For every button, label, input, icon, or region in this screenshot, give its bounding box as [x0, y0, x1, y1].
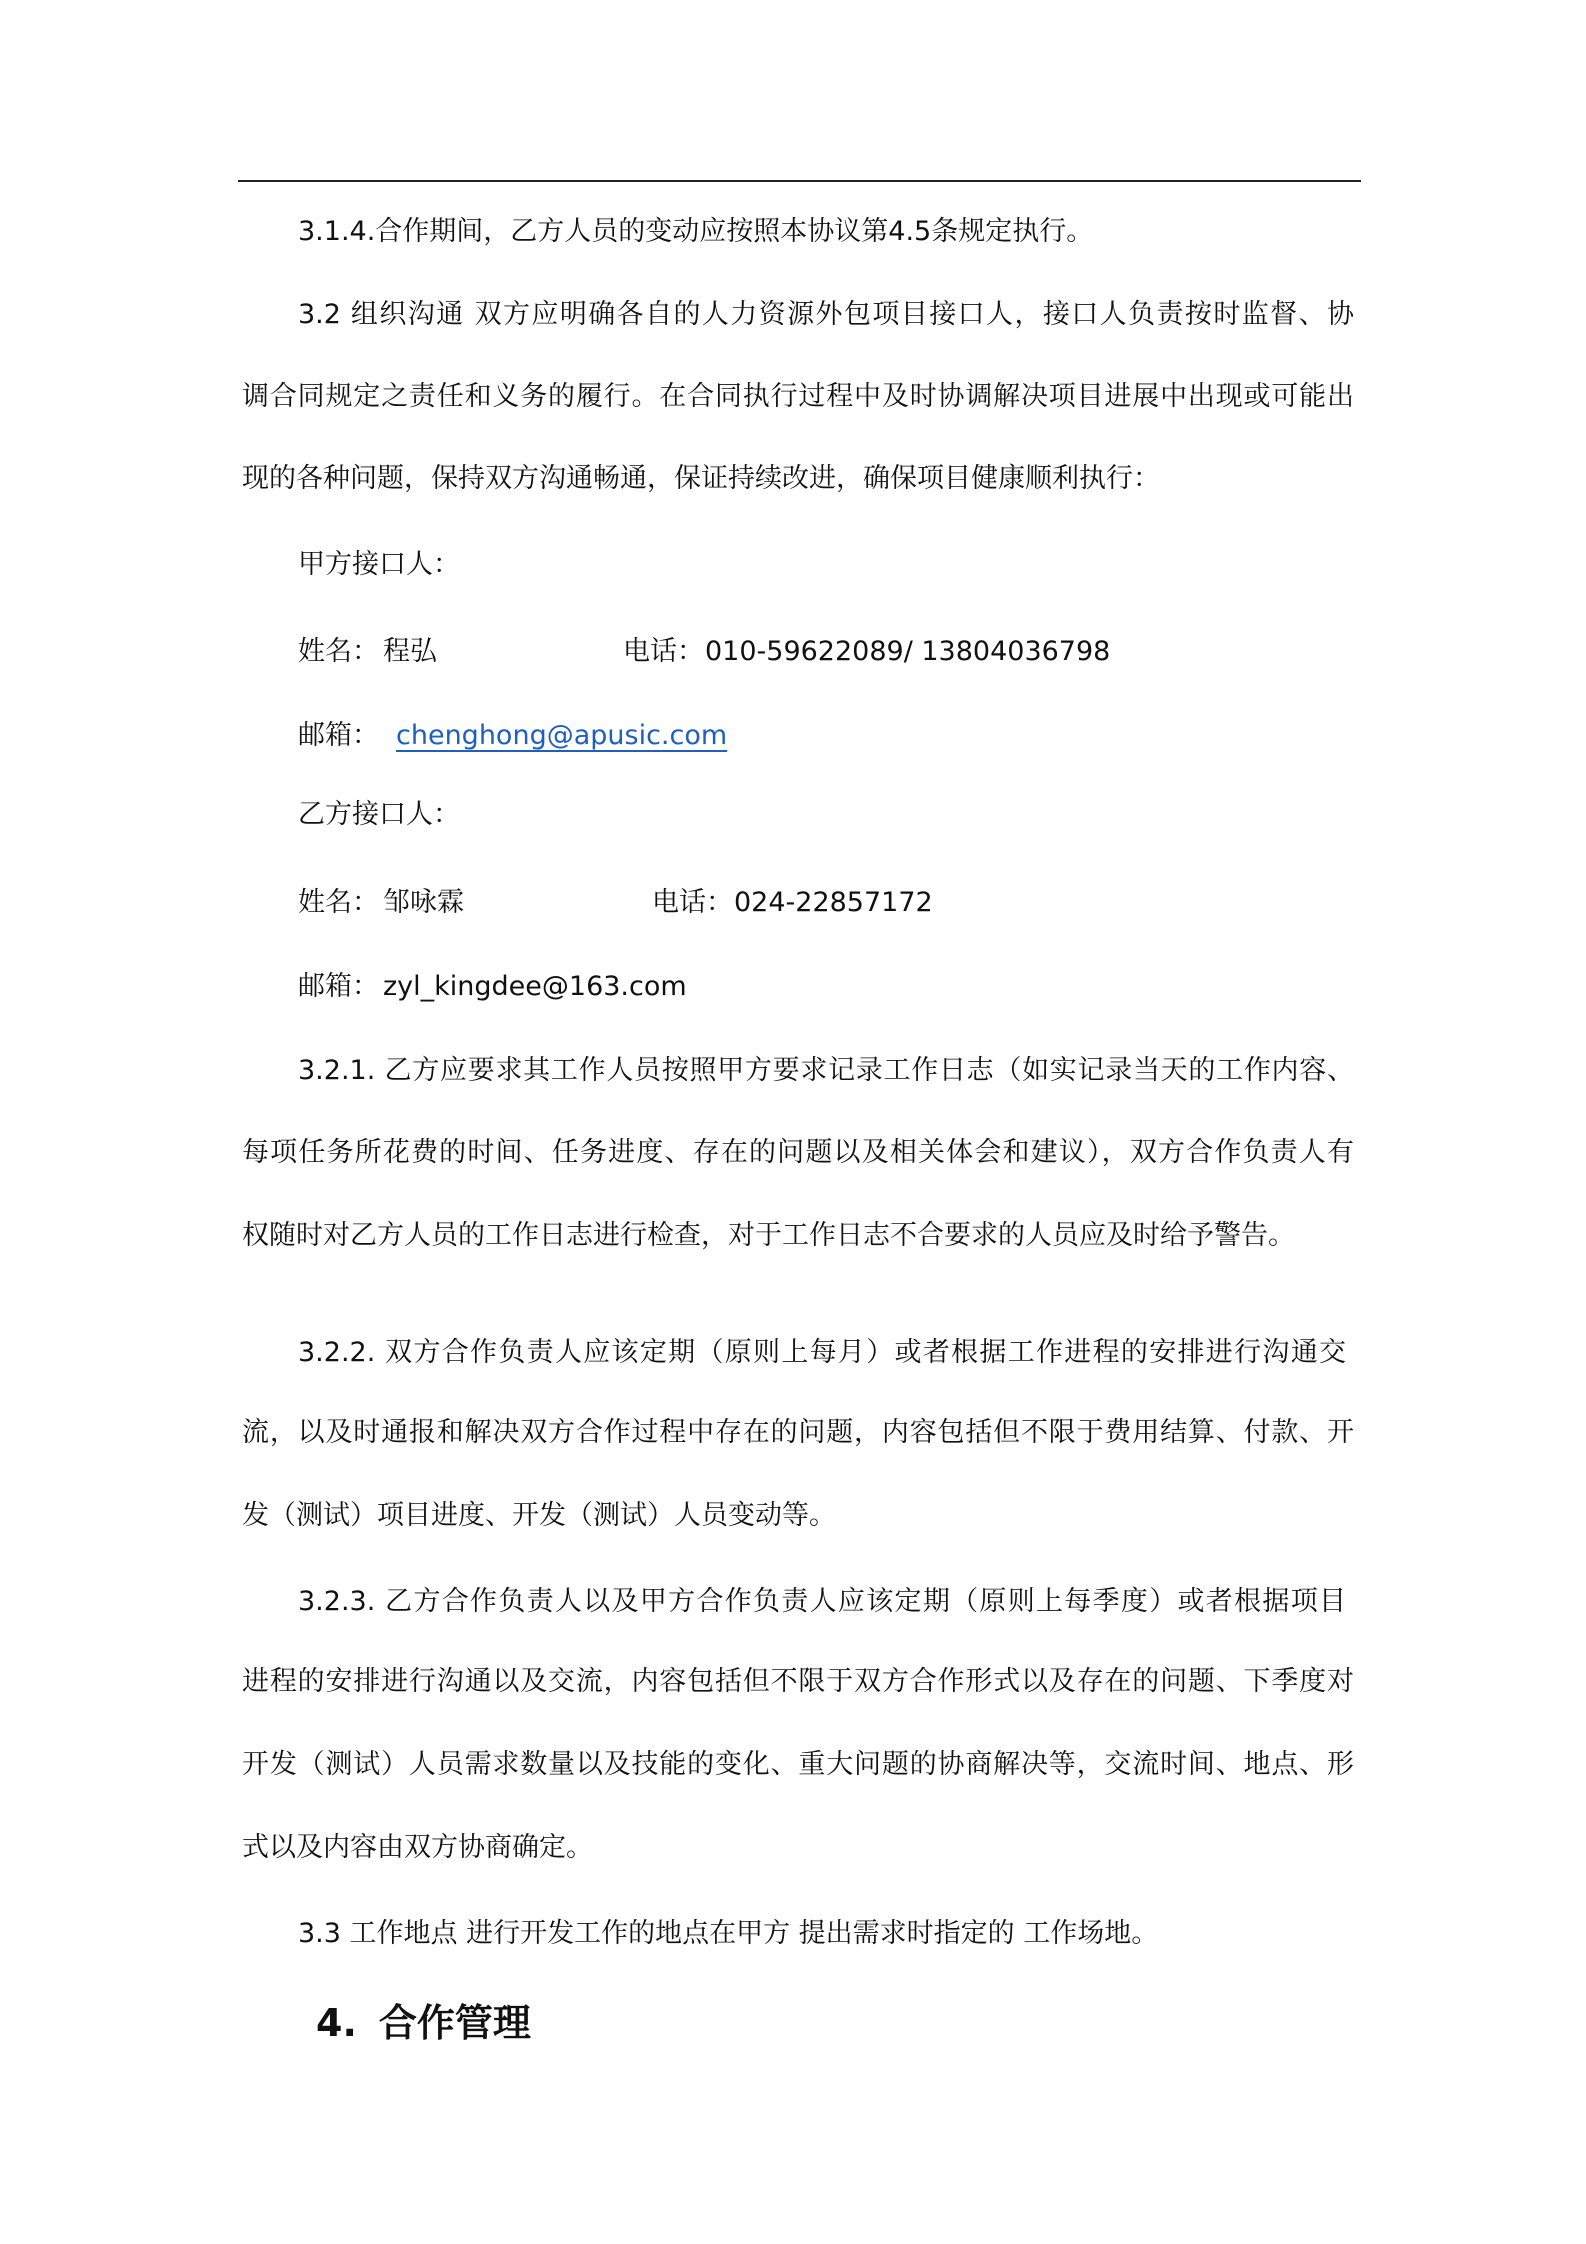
party-a-name: 程弘 [383, 636, 437, 667]
clause-3-2-2-line-2: 流，以及时通报和解决双方合作过程中存在的问题，内容包括但不限于费用结算、付款、开 [242, 1417, 1354, 1448]
clause-3-2-3-line-1: 3.2.3. 乙方合作负责人以及甲方合作负责人应该定期（原则上每季度）或者根据项目 [298, 1586, 1346, 1617]
party-a-phone: 010-59622089/ 13804036798 [705, 636, 1111, 667]
clause-3-2-line-3: 现的各种问题，保持双方沟通畅通，保证持续改进，确保项目健康顺利执行： [242, 463, 1160, 494]
party-b-email: zyl_kingdee@163.com [383, 971, 687, 1002]
clause-3-1-4: 3.1.4.合作期间，乙方人员的变动应按照本协议第4.5条规定执行。 [298, 216, 1094, 247]
clause-3-2-3-line-4: 式以及内容由双方协商确定。 [242, 1832, 593, 1863]
party-b-phone: 024-22857172 [734, 887, 933, 918]
party-b-email-label: 邮箱： [298, 971, 379, 1002]
clause-3-2-line-2: 调合同规定之责任和义务的履行。在合同执行过程中及时协调解决项目进展中出现或可能出 [242, 381, 1354, 412]
party-b-heading: 乙方接口人： [298, 799, 460, 830]
clause-3-2-1-line-2: 每项任务所花费的时间、任务进度、存在的问题以及相关体会和建议），双方合作负责人有 [242, 1137, 1354, 1168]
party-b-name: 邹咏霖 [383, 887, 464, 918]
section-4-heading [316, 1998, 531, 2048]
party-a-email-label: 邮箱： [298, 720, 379, 751]
clause-3-2-line-1: 3.2 组织沟通 双方应明确各自的人力资源外包项目接口人，接口人负责按时监督、协 [298, 299, 1354, 330]
section-4-title: 合作管理 [378, 2001, 531, 2045]
header-rule [238, 180, 1361, 182]
clause-3-2-1-line-1: 3.2.1. 乙方应要求其工作人员按照甲方要求记录工作日志（如实记录当天的工作内容、 [298, 1055, 1354, 1086]
clause-3-2-1-line-3: 权随时对乙方人员的工作日志进行检查，对于工作日志不合要求的人员应及时给予警告。 [242, 1220, 1295, 1251]
party-a-name-label: 姓名： [298, 636, 379, 667]
clause-3-2-2-line-1: 3.2.2. 双方合作负责人应该定期（原则上每月）或者根据工作进程的安排进行沟通交 [298, 1337, 1346, 1368]
party-b-name-label: 姓名： [298, 887, 379, 918]
party-a-phone-label: 电话： [623, 636, 704, 667]
party-b-phone-label: 电话： [652, 887, 733, 918]
party-a-email-link[interactable]: chenghong@apusic.com [396, 720, 728, 751]
party-a-heading: 甲方接口人： [298, 549, 460, 580]
clause-3-2-2-line-3: 发（测试）项目进度、开发（测试）人员变动等。 [242, 1500, 836, 1531]
section-4-number: 4. [316, 2001, 357, 2045]
clause-3-2-3-line-3: 开发（测试）人员需求数量以及技能的变化、重大问题的协商解决等，交流时间、地点、形 [242, 1749, 1354, 1780]
clause-3-3: 3.3 工作地点 进行开发工作的地点在甲方 提出需求时指定的 工作场地。 [298, 1918, 1159, 1949]
clause-3-2-3-line-2: 进程的安排进行沟通以及交流，内容包括但不限于双方合作形式以及存在的问题、下季度对 [242, 1666, 1354, 1697]
